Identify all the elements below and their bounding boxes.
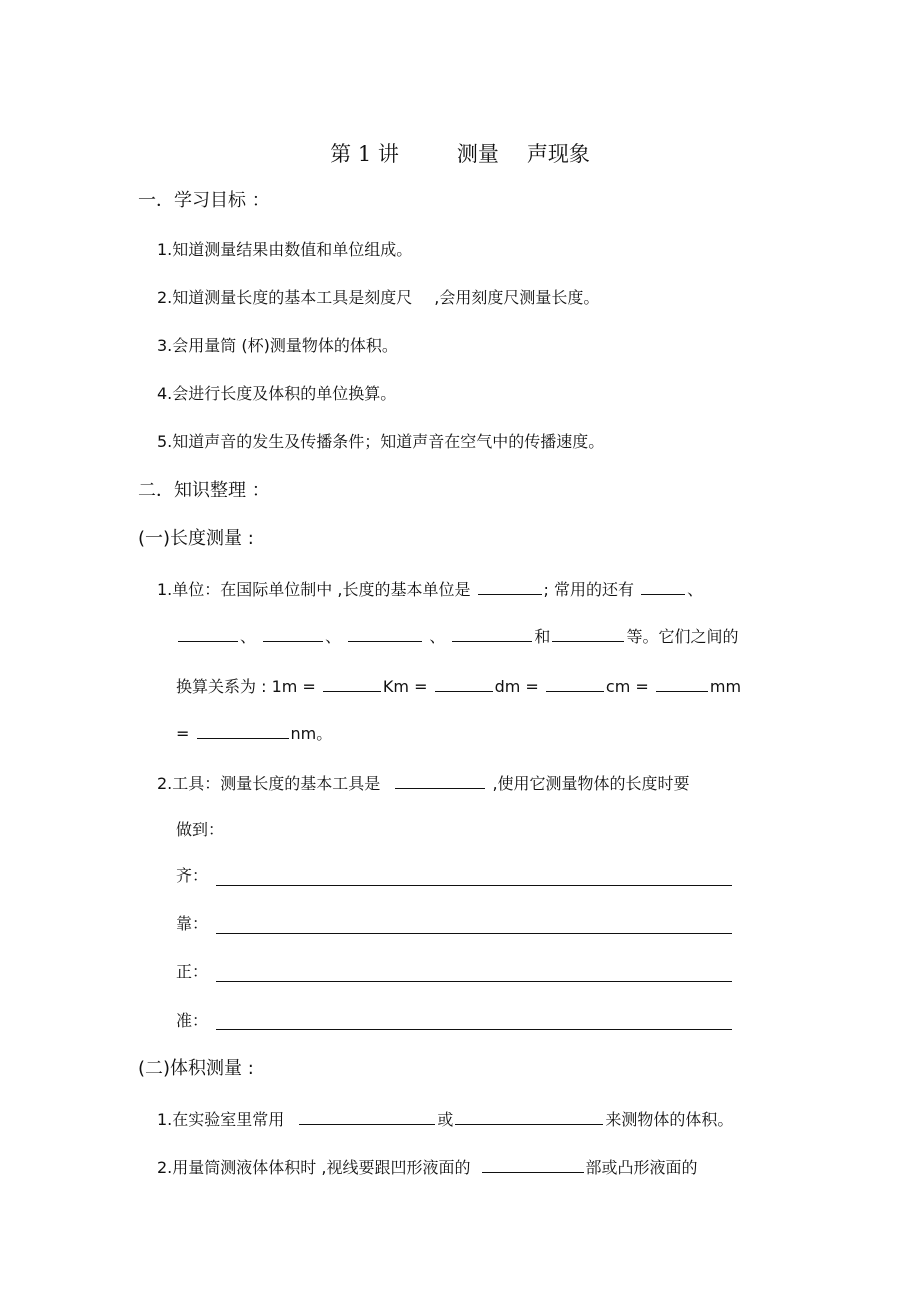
conj-and: 和 xyxy=(534,627,551,646)
volume-line-2 xyxy=(157,1156,698,1178)
section2-heading: 二．知识整理 ： xyxy=(138,480,270,501)
volume-text-2b: 部或凸形液面的 xyxy=(585,1158,698,1177)
separator: 、 xyxy=(429,627,446,646)
qi-label: 齐： xyxy=(176,866,209,885)
objective-item-2 xyxy=(157,288,599,308)
blank-dm[interactable] xyxy=(435,675,493,692)
section1-heading: 一．学习目标 ： xyxy=(138,190,270,211)
unit-text-b: ; 常用的还有 xyxy=(543,580,635,599)
conversion-line xyxy=(176,675,741,697)
zheng-label: 正： xyxy=(176,962,209,981)
qi-answer-line[interactable] xyxy=(216,885,732,886)
title-topic-measurement: 测量 xyxy=(456,142,499,166)
separator: 、 xyxy=(687,580,704,599)
separator: 、 xyxy=(325,627,342,646)
volume-text-a: 1.在实验室里常用 xyxy=(157,1110,285,1129)
conversion-line-2 xyxy=(176,722,332,744)
objective-item-2-text: 2.知道测量长度的基本工具是刻度尺 xyxy=(157,288,413,307)
objective-item-3: 3.会用量筒 (杯)测量物体的体积。 xyxy=(157,336,398,355)
page-title xyxy=(0,140,920,168)
conj-or: 或 xyxy=(437,1110,454,1129)
volume-text-2a: 2.用量筒测液体体积时 ,视线要跟凹形液面的 xyxy=(157,1158,471,1177)
objective-item-4: 4.会进行长度及体积的单位换算。 xyxy=(157,384,397,403)
objective-item-5: 5.知道声音的发生及传播条件；知道声音在空气中的传播速度。 xyxy=(157,432,605,451)
blank-unit-5[interactable] xyxy=(452,625,532,642)
blank-meniscus[interactable] xyxy=(482,1156,584,1173)
blank-km[interactable] xyxy=(323,675,381,692)
blank-unit-6[interactable] xyxy=(552,625,624,642)
volume-heading: (二)体积测量 : xyxy=(138,1058,254,1079)
unit-km: Km = xyxy=(382,677,428,696)
unit-dm: dm = xyxy=(494,677,539,696)
blank-instrument-2[interactable] xyxy=(455,1108,603,1125)
tool-text-b: ,使用它测量物体的长度时要 xyxy=(492,774,690,793)
blank-unit-4[interactable] xyxy=(348,625,422,642)
blank-unit-1[interactable] xyxy=(641,578,685,595)
unit-tail: 等。它们之间的 xyxy=(626,627,739,646)
objective-item-2-tail: ,会用刻度尺测量长度。 xyxy=(434,288,600,307)
blank-tool[interactable] xyxy=(395,772,485,789)
unit-mm: mm xyxy=(709,677,742,696)
title-topic-sound: 声现象 xyxy=(526,142,590,166)
objective-item-1: 1.知道测量结果由数值和单位组成。 xyxy=(157,240,413,259)
unit-nm: nm。 xyxy=(290,724,333,743)
blank-base-unit[interactable] xyxy=(478,578,542,595)
volume-text-c: 来测物体的体积。 xyxy=(605,1110,734,1129)
unit-text-a: 1.单位：在国际单位制中 ,长度的基本单位是 xyxy=(157,580,471,599)
tool-text-a: 2.工具：测量长度的基本工具是 xyxy=(157,774,381,793)
unit-line xyxy=(157,578,703,600)
lecture-number: 第 1 讲 xyxy=(330,142,399,166)
blank-unit-2[interactable] xyxy=(178,625,238,642)
volume-line-1 xyxy=(157,1108,733,1130)
tool-line xyxy=(157,772,690,794)
blank-cm[interactable] xyxy=(546,675,604,692)
blank-instrument-1[interactable] xyxy=(299,1108,435,1125)
kao-answer-line[interactable] xyxy=(216,933,732,934)
blank-unit-3[interactable] xyxy=(263,625,323,642)
zuodao-label: 做到： xyxy=(176,820,225,839)
separator: 、 xyxy=(240,627,257,646)
blank-nm[interactable] xyxy=(197,722,289,739)
kao-label: 靠： xyxy=(176,914,209,933)
unit-cm: cm = xyxy=(605,677,649,696)
zhun-label: 准： xyxy=(176,1011,209,1030)
zheng-answer-line[interactable] xyxy=(216,981,732,982)
blank-mm[interactable] xyxy=(656,675,708,692)
unit-list-line xyxy=(176,625,738,647)
zhun-answer-line[interactable] xyxy=(216,1029,732,1030)
equals-sign: = xyxy=(176,724,190,743)
conversion-prefix: 换算关系为 : 1m = xyxy=(176,677,316,696)
length-heading: (一)长度测量 : xyxy=(138,528,254,549)
